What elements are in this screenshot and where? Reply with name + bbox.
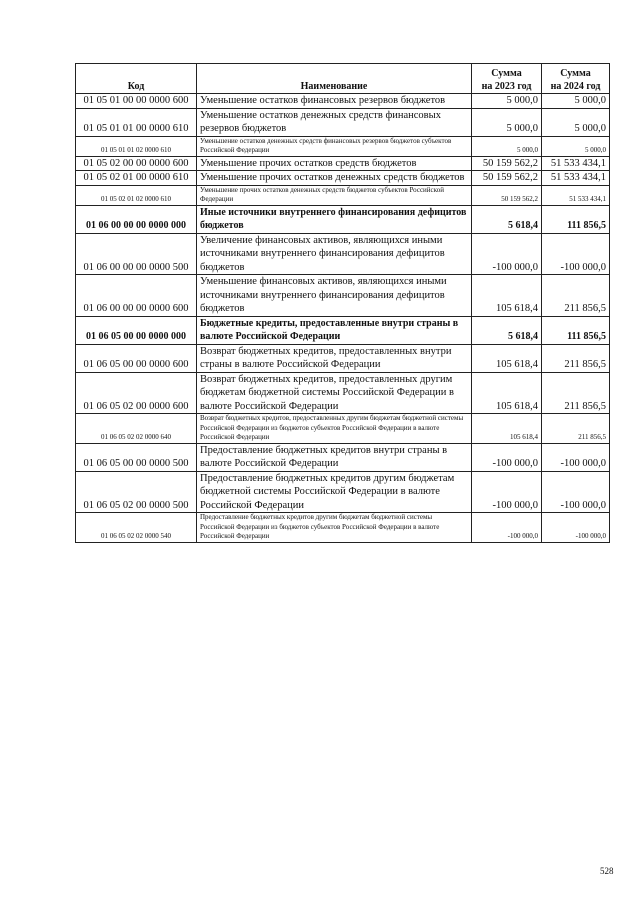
name-cell: Предоставление бюджетных кредитов другим бюджетам бюджетной системы Российской Федерации из бюджетов субъектов Российской Федерации в валюте Российской Федерации [197,513,472,543]
code-cell: 01 06 05 00 00 0000 600 [76,344,197,372]
name-cell: Бюджетные кредиты, предоставленные внутри страны в валюте Российской Федерации [197,316,472,344]
name-cell: Уменьшение остатков денежных средств финансовых резервов бюджетов субъектов Российской Федерации [197,136,472,156]
sum-2024-cell: 111 856,5 [542,205,610,233]
sum-2024-cell: 51 533 434,1 [542,185,610,205]
table-row [76,443,610,471]
name-cell: Возврат бюджетных кредитов, предоставленных другим бюджетам бюджетной системы Российской Федерации из бюджетов субъектов Российской Федерации в валюте Российской Федерации [197,414,472,444]
sum-2023-cell: 105 618,4 [472,372,542,414]
sum-2024-cell: 5 000,0 [542,136,610,156]
code-cell: 01 05 02 00 00 0000 600 [76,156,197,171]
header-code: Код [76,64,197,94]
code-cell: 01 05 01 01 00 0000 610 [76,108,197,136]
name-cell: Уменьшение остатков финансовых резервов бюджетов [197,94,472,109]
sum-2023-cell: -100 000,0 [472,513,542,543]
table-row [76,414,610,444]
name-cell: Уменьшение остатков денежных средств финансовых резервов бюджетов [197,108,472,136]
name-cell: Предоставление бюджетных кредитов внутри страны в валюте Российской Федерации [197,443,472,471]
table-row [76,108,610,136]
code-cell: 01 05 01 00 00 0000 600 [76,94,197,109]
sum-2024-cell: 211 856,5 [542,414,610,444]
sum-2023-cell: 5 000,0 [472,108,542,136]
sum-2023-cell: 50 159 562,2 [472,185,542,205]
table-header-row [76,64,610,94]
sum-2024-cell: 211 856,5 [542,275,610,317]
name-cell: Увеличение финансовых активов, являющихся иными источниками внутреннего финансирования дефицитов бюджетов [197,233,472,275]
sum-2023-cell: 5 618,4 [472,316,542,344]
code-cell: 01 06 05 00 00 0000 500 [76,443,197,471]
table-body [76,94,610,543]
sum-2023-cell: -100 000,0 [472,471,542,513]
table-row [76,94,610,109]
code-cell: 01 06 05 02 00 0000 600 [76,372,197,414]
table-row [76,171,610,186]
table-row [76,316,610,344]
code-cell: 01 06 05 00 00 0000 000 [76,316,197,344]
table-row [76,275,610,317]
header-name: Наименование [197,64,472,94]
sum-2024-cell: 211 856,5 [542,372,610,414]
sum-2023-cell: -100 000,0 [472,233,542,275]
code-cell: 01 06 00 00 00 0000 000 [76,205,197,233]
sum-2023-cell: 105 618,4 [472,414,542,444]
sum-2023-cell: 50 159 562,2 [472,171,542,186]
table-row [76,344,610,372]
sum-2024-cell: -100 000,0 [542,471,610,513]
sum-2023-cell: 105 618,4 [472,275,542,317]
sum-2024-cell: 51 533 434,1 [542,171,610,186]
sum-2024-cell: 51 533 434,1 [542,156,610,171]
table-row [76,372,610,414]
name-cell: Иные источники внутреннего финансирования дефицитов бюджетов [197,205,472,233]
table-row [76,136,610,156]
name-cell: Предоставление бюджетных кредитов другим бюджетам бюджетной системы Российской Федерации в валюте Российской Федерации [197,471,472,513]
sum-2024-cell: 111 856,5 [542,316,610,344]
code-cell: 01 06 05 02 00 0000 500 [76,471,197,513]
name-cell: Возврат бюджетных кредитов, предоставленных внутри страны в валюте Российской Федерации [197,344,472,372]
table-row [76,205,610,233]
code-cell: 01 06 05 02 02 0000 640 [76,414,197,444]
table-row [76,471,610,513]
budget-sources-table [75,63,610,543]
table-row [76,156,610,171]
sum-2024-cell: 5 000,0 [542,108,610,136]
name-cell: Уменьшение прочих остатков денежных средств бюджетов [197,171,472,186]
name-cell: Уменьшение прочих остатков средств бюджетов [197,156,472,171]
header-sum-2024: Сумма на 2024 год [542,64,610,94]
sum-2024-cell: -100 000,0 [542,513,610,543]
sum-2023-cell: 5 618,4 [472,205,542,233]
table-row [76,233,610,275]
code-cell: 01 06 00 00 00 0000 600 [76,275,197,317]
page-number: 528 [600,866,614,876]
sum-2023-cell: 5 000,0 [472,136,542,156]
code-cell: 01 06 00 00 00 0000 500 [76,233,197,275]
code-cell: 01 05 02 01 02 0000 610 [76,185,197,205]
name-cell: Уменьшение финансовых активов, являющихся иными источниками внутреннего финансирования дефицитов бюджетов [197,275,472,317]
code-cell: 01 06 05 02 02 0000 540 [76,513,197,543]
name-cell: Уменьшение прочих остатков денежных средств бюджетов субъектов Российской Федерации [197,185,472,205]
name-cell: Возврат бюджетных кредитов, предоставленных другим бюджетам бюджетной системы Российской Федерации в валюте Российской Федерации [197,372,472,414]
header-sum-2023: Сумма на 2023 год [472,64,542,94]
sum-2023-cell: 5 000,0 [472,94,542,109]
sum-2023-cell: 105 618,4 [472,344,542,372]
sum-2024-cell: 5 000,0 [542,94,610,109]
sum-2024-cell: 211 856,5 [542,344,610,372]
code-cell: 01 05 01 01 02 0000 610 [76,136,197,156]
table-row [76,185,610,205]
sum-2023-cell: 50 159 562,2 [472,156,542,171]
sum-2024-cell: -100 000,0 [542,233,610,275]
table-row [76,513,610,543]
sum-2024-cell: -100 000,0 [542,443,610,471]
code-cell: 01 05 02 01 00 0000 610 [76,171,197,186]
sum-2023-cell: -100 000,0 [472,443,542,471]
